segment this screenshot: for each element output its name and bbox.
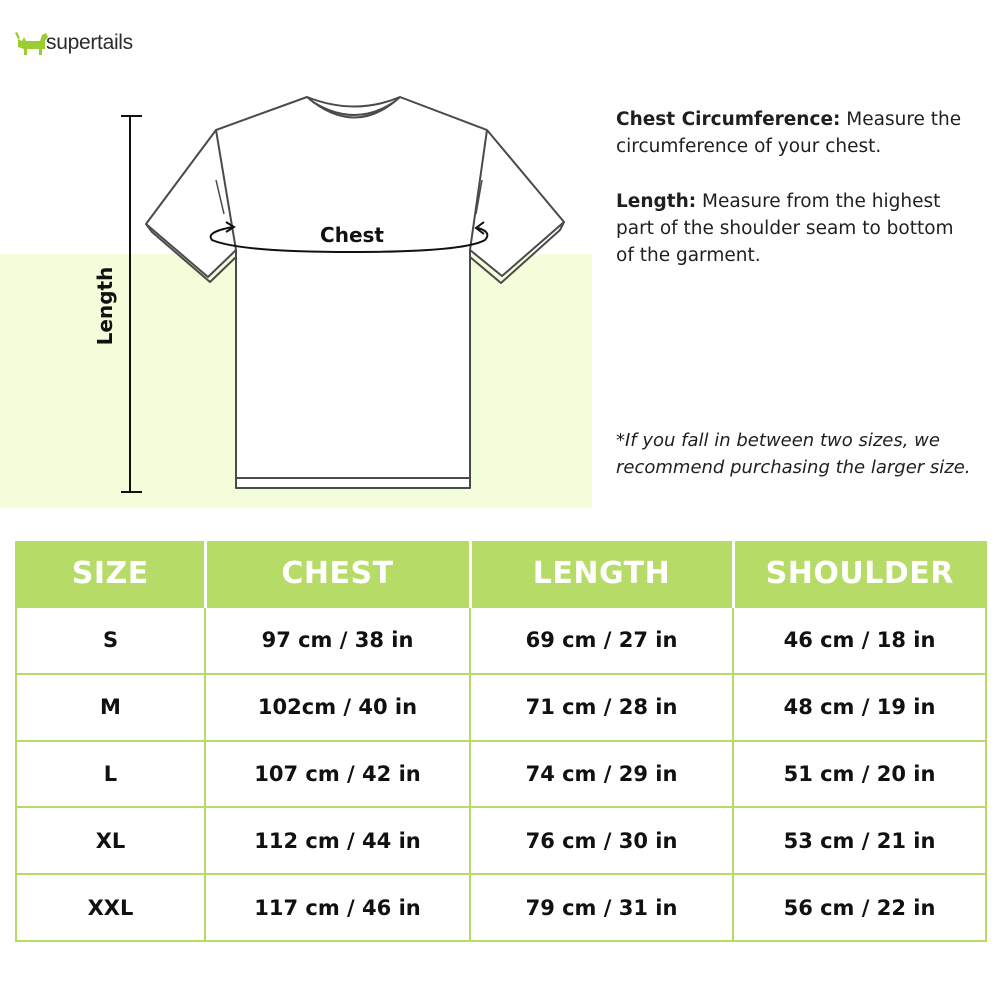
size-cell: XXL [16,874,205,941]
length-term: Length: [616,191,697,212]
shoulder-cell: 56 cm / 22 in [733,874,986,941]
length-cell: 71 cm / 28 in [470,674,733,741]
header-length: LENGTH [470,541,733,607]
length-cell: 76 cm / 30 in [470,807,733,874]
length-cell: 74 cm / 29 in [470,741,733,808]
shoulder-cell: 53 cm / 21 in [733,807,986,874]
chest-instruction [616,106,976,160]
length-cell: 79 cm / 31 in [470,874,733,941]
table-row [16,874,986,941]
chest-label: Chest [320,223,384,247]
table-row [16,674,986,741]
tshirt-outline [146,97,564,488]
chest-cell: 97 cm / 38 in [205,607,470,674]
header-size: SIZE [16,541,205,607]
length-text: Measure from the highest part of the shoulder seam to bottom of the garment. [616,191,954,266]
size-note: *If you fall in between two sizes, we recommend purchasing the larger size. [616,430,971,478]
chest-cell: 107 cm / 42 in [205,741,470,808]
chest-cell: 112 cm / 44 in [205,807,470,874]
table-row [16,807,986,874]
shoulder-cell: 48 cm / 19 in [733,674,986,741]
chest-cell: 117 cm / 46 in [205,874,470,941]
size-cell: L [16,741,205,808]
table-row [16,607,986,674]
length-instruction [616,188,976,269]
header-shoulder: SHOULDER [733,541,986,607]
shoulder-cell: 51 cm / 20 in [733,741,986,808]
shoulder-cell: 46 cm / 18 in [733,607,986,674]
table-header-row [16,541,986,607]
length-label: Length [93,266,117,346]
size-cell: XL [16,807,205,874]
size-cell: S [16,607,205,674]
header-chest: CHEST [205,541,470,607]
table-row [16,741,986,808]
size-chart-table [15,541,987,942]
chest-text: Measure the circumference of your chest. [616,109,962,157]
tshirt-diagram [0,0,600,520]
chest-term: Chest Circumference: [616,109,841,130]
brand-name: supertails [46,31,133,54]
chest-cell: 102cm / 40 in [205,674,470,741]
length-measure-line [121,116,142,492]
length-cell: 69 cm / 27 in [470,607,733,674]
size-cell: M [16,674,205,741]
